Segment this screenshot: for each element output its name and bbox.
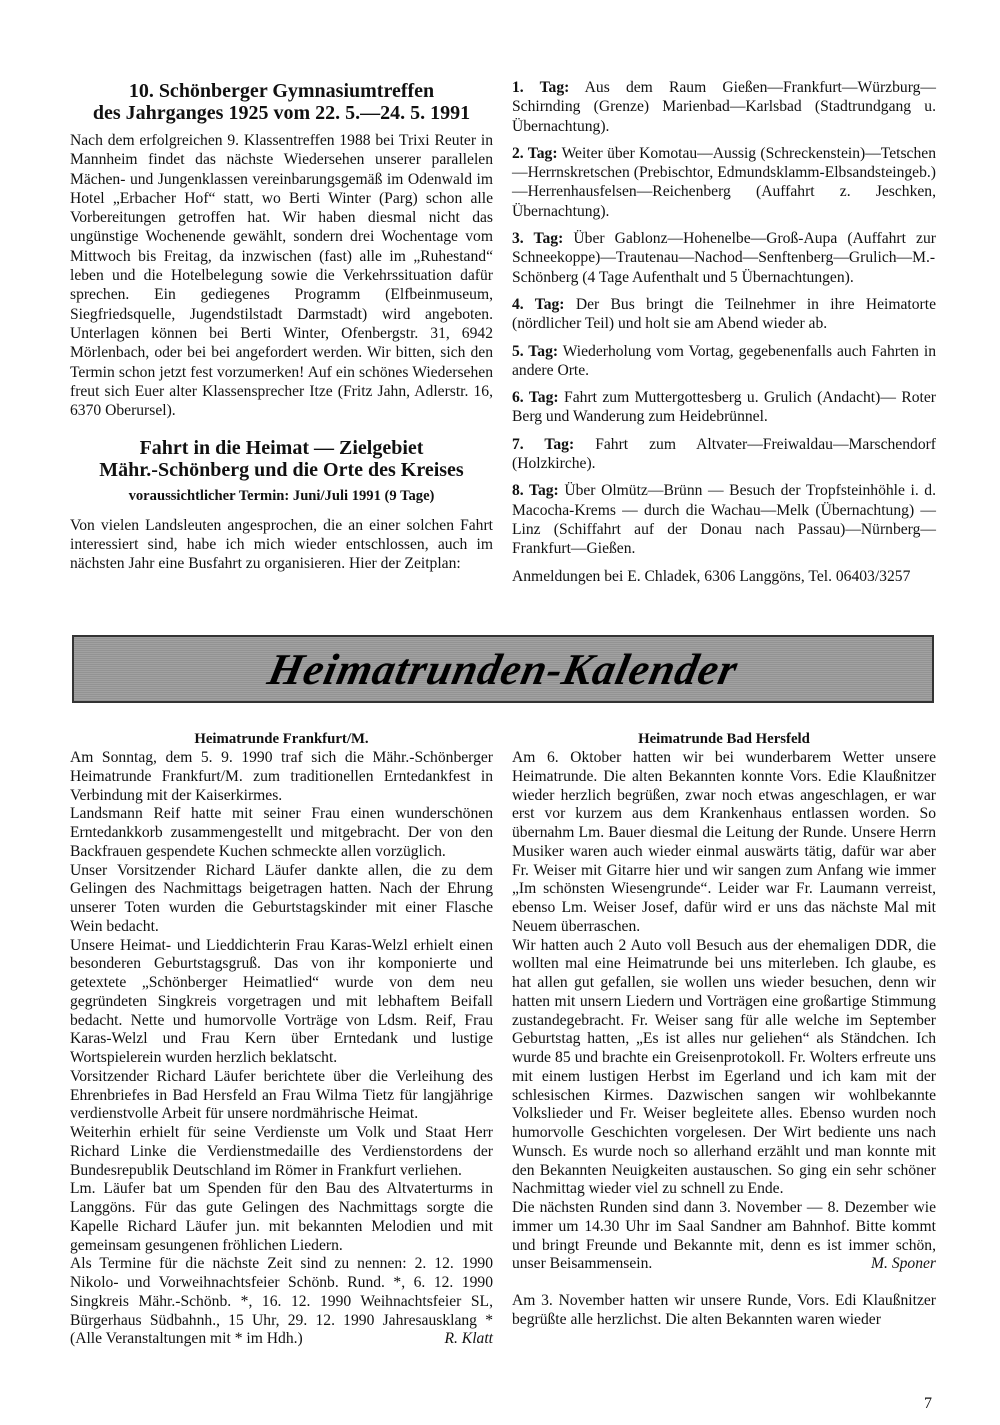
paragraph-text: Wir hatten auch 2 Auto voll Besuch aus der ehemaligen DDR, die wollten mal eine Heimatrunde bei uns miterleben. Ich glaube, es hat allen gut gefallen, sie wollen uns wieder besuchen, denn wir hatten mit unsern Liedern und Vorträgen eine großartige Stimmung zustandegebracht. Fr. Weiser sang für alle welche im September Geburtstag hatten, „Es ist alles nur geliehen“ als Ständchen. Ich wurde 85 und brachte ein Greisenprotokoll. Fr. Wolters erfreute uns mit einem lustigen Herbst im Egerland und ich kam mit der schlesischen Kirmes. Dazwischen sangen wir wohlbekannte Volkslieder und Fr. Weiser begleitete alles. Ebenso wurden noch humorvolle Geschichten vorgelesen. Der Wirt bediente uns nach Wunsch. Es wurde noch so allerhand erzählt und man konnte mit den Bekannten Neuigkeiten austauschen. So ging ein sehr schöner Nachmittag wieder viel zu schnell zu Ende. bbox=[512, 936, 936, 1198]
paragraph-text: Vorsitzender Richard Läufer berichtete über die Verleihung des Ehrenbriefes in Bad Hersfeld an Frau Wilma Tietz für langjährige verdienstvolle Arbeit für unsere nordmährische Heimat. bbox=[70, 1067, 493, 1123]
banner-title: Heimatrunden-Kalender bbox=[263, 644, 743, 694]
report-paragraph bbox=[70, 1068, 493, 1124]
day-text: Wiederholung vom Vortag, gegebenenfalls auch Fahrten in andere Orte. bbox=[512, 342, 937, 379]
author-signature: M. Sponer bbox=[871, 1255, 936, 1273]
report-heading: Heimatrunde Frankfurt/M. bbox=[194, 731, 369, 747]
page-number: 7 bbox=[924, 1395, 932, 1412]
day-text: Fahrt zum Altvater—Freiwaldau—Marschendorf (Holzkirche). bbox=[512, 435, 937, 473]
article-intro: Von vielen Landsleuten angesprochen, die an einer solchen Fahrt interessiert sind, habe ich mich wieder entschlossen, auch im nächsten Jahr eine Busfahrt zu organisieren. Hier der Zeitplan: bbox=[70, 516, 493, 573]
paragraph-text: Als Termine für die nächste Zeit sind zu nennen: 2. 12. 1990 Nikolo- und Vorweihnachtsfeier Schönb. Rund. *, 6. 12. 1990 Singkreis Mähr.-Schönb. *, 16. 12. 1990 Weihnachtsfeier SL, Bürgerhaus Südbahnh., 15 Uhr, 29. 12. 1990 Jahresausklang * (Alle Veranstaltungen mit * im Hdh.) bbox=[70, 1255, 493, 1348]
report-paragraph bbox=[70, 1255, 493, 1349]
paragraph-text: Lm. Läufer bat um Spenden für den Bau des Altvaterturms in Langgöns. Für das gute Gelingen des Nachmittags sorgte die Kapelle Richard Läufer jun. mit bekannten Melodien und mit gemeinsam gesungenen fröhlichen Liedern. bbox=[70, 1180, 493, 1254]
report-paragraph bbox=[512, 937, 936, 1200]
itinerary-day bbox=[512, 481, 936, 558]
paragraph-text: Am Sonntag, dem 5. 9. 1990 traf sich die Mähr.-Schönberger Heimatrunde Frankfurt/M. zum traditionellen Erntedankfest in Verbindung mit der Kaiserkirmes. bbox=[70, 749, 493, 804]
day-label: 2. Tag: bbox=[512, 144, 558, 162]
itinerary bbox=[512, 78, 936, 594]
author-signature: R. Klatt bbox=[444, 1330, 493, 1348]
article-title bbox=[70, 80, 493, 124]
paragraph-text: Am 6. Oktober hatten wir bei wunderbarem Wetter unsere Heimatrunde. Die alten Bekannten konnte Vors. Edie Klaußnitzer wieder herzlich begrüßen, zwar noch etwas angeschlagen, er war erst vor kurzem aus dem Krankenhaus entlassen worden. So übernahm Lm. Bauer diesmal die Leitung der Runde. Unsere Herrn Musiker waren auch wieder einmal auswärts tätig, dafür war aber Fr. Weiser mit Gitarre hier und wir sangen zum Anfang wie immer „Im schönsten Wiesengrunde“. Leider war Fr. Laumann verreist, ebenso Lm. Weiser Josef, dafür wird er uns das nächste Mal mit Neuem überraschen. bbox=[512, 749, 936, 935]
day-label: 8. Tag: bbox=[512, 482, 559, 500]
itinerary-day bbox=[512, 342, 936, 381]
report-paragraph bbox=[70, 862, 493, 937]
report-paragraph bbox=[512, 749, 936, 937]
paragraph-text: Landsmann Reif hatte mit seiner Frau einen wunderschönen Erntedankkorb zusammengestellt und mitgebracht. Der von den Backfrauen gespendete Kuchen schmeckte allen vorzüglich. bbox=[70, 805, 493, 860]
article-title bbox=[70, 437, 493, 481]
day-label: 1. Tag: bbox=[512, 79, 570, 96]
report-paragraph bbox=[70, 805, 493, 861]
report-paragraph bbox=[70, 1180, 493, 1255]
paragraph-text: Unsere Heimat- und Lieddichterin Frau Karas-Welzl erhielt einen besonderen Geburtstagsgruß. Das von ihr komponierte und getextete „Schönberger Heimatlied“ wurde von dem neu gegründeten Singkreis vorgetragen und mit lebhaftem Beifall bedacht. Nette und humorvolle Vorträge von Ldsm. Reif, Frau Karas-Welzl und Frau Kern über Erntedank und lustige Wortspielerein wurden herzlich beklatscht. bbox=[70, 936, 493, 1066]
paragraph-text: Weiterhin erhielt für seine Verdienste um Volk und Staat Herr Richard Linke die Verdienstmedaille des Verdienstordens der Bundesrepublik Deutschland im Römer in Frankfurt verliehen. bbox=[70, 1124, 493, 1179]
report-heading: Heimatrunde Bad Hersfeld bbox=[638, 731, 810, 747]
report-paragraph bbox=[70, 749, 493, 805]
title-line: Mähr.-Schönberg und die Orte des Kreises bbox=[99, 459, 464, 482]
title-line: des Jahrganges 1925 vom 22. 5.—24. 5. 1991 bbox=[92, 102, 471, 124]
itinerary-day bbox=[512, 435, 936, 474]
itinerary-day bbox=[512, 295, 936, 334]
paragraph-text: Die nächsten Runden sind dann 3. November — 8. Dezember wie immer um 14.30 Uhr im Saal Sandner am Bahnhof. Bitte kommt und bringt Freunde und Bekannte mit, denn es ist immer schön, unser Beisammensein. bbox=[512, 1199, 936, 1273]
day-label: 5. Tag: bbox=[512, 342, 559, 360]
section-banner bbox=[72, 635, 934, 703]
itinerary-day bbox=[512, 388, 936, 427]
day-label: 3. Tag: bbox=[512, 230, 564, 248]
itinerary-day bbox=[512, 229, 936, 287]
report-bad-hersfeld bbox=[512, 730, 936, 1330]
day-text: Über Gablonz—Hohenelbe—Groß-Aupa (Auffahrt zur Schneekoppe)—Trautenau—Nachod—Senftenberg—Grulich—M.-Schönberg (4 Tage Aufenthalt und 5 Übernachtungen). bbox=[512, 230, 936, 286]
day-text: Über Olmütz—Brünn — Besuch der Tropfsteinhöhle i. d. Macocha-Krems — durch die Wachau—Melk (Übernachtung) — Linz (Schiffahrt auf der Donau nach Passau)—Nürnberg—Frankfurt—Gießen. bbox=[512, 482, 936, 558]
report-paragraph bbox=[70, 1124, 493, 1180]
article-subtitle: voraussichtlicher Termin: Juni/Juli 1991 (9 Tage) bbox=[128, 488, 435, 505]
day-label: 7. Tag: bbox=[512, 435, 575, 453]
itinerary-day bbox=[512, 144, 936, 221]
article-gymnasiumtreffen bbox=[70, 80, 493, 574]
report-frankfurt bbox=[70, 730, 493, 1349]
day-text: Der Bus bringt die Teilnehmer in ihre Heimatorte (nördlicher Teil) und holt sie am Abend wieder ab. bbox=[512, 295, 936, 333]
registration-info: Anmeldungen bei E. Chladek, 6306 Langgöns, Tel. 06403/3257 bbox=[512, 567, 911, 585]
day-label: 4. Tag: bbox=[512, 295, 565, 313]
day-text: Aus dem Raum Gießen—Frankfurt—Würzburg—Schirnding (Grenze) Marienbad—Karlsbad (Stadtrundgang u. Übernachtung). bbox=[512, 79, 936, 135]
title-line: Fahrt in die Heimat — Zielgebiet bbox=[139, 437, 424, 460]
report-paragraph bbox=[512, 1199, 936, 1274]
day-label: 6. Tag: bbox=[512, 389, 559, 407]
day-text: Fahrt zum Muttergottesberg u. Grulich (Andacht)— Roter Berg und Wanderung zum Heidebrünnel. bbox=[512, 389, 936, 426]
report-paragraph bbox=[70, 937, 493, 1068]
article-body: Nach dem erfolgreichen 9. Klassentreffen 1988 bei Trixi Reuter in Mannheim findet das nächste Wiedersehen unserer parallelen Mächen- und Jungenklassen vereinbarungsgemäß im Odenwald im Hotel „Erbacher Hof“ statt, wo Berti Winter (Parg) schon alle Vorbereitungen getroffen hat. Wir haben diesmal nicht das ungünstige Wochenende gewählt, sondern drei Wochentage vom Mittwoch bis Freitag, da inzwischen (fast) alle im „Ruhestand“ leben und die Hotelbelegung sowie die Verkehrssituation dafür sprechen. Ein gediegenes Programm (Elfbeinmuseum, Siegfriedsquelle, Jugendstilstadt Darmstadt) wird angeboten. Unterlagen können bei Berti Winter, Ofenbergstr. 31, 6942 Mörlenbach, oder bei bei angefordert werden. Wir bitten, sich den Termin schon jetzt fest vorzumerken! Auf ein schönes Wiedersehen freut sich Euer alter Klassensprecher Itze (Fritz Jahn, Adlerstr. 16, 6370 Oberursel). bbox=[70, 132, 493, 420]
day-text: Weiter über Komotau—Aussig (Schreckenstein)—Tetschen—Herrnskretschen (Prebischtor, Edmundsklamm-Elbsandsteingeb.)—Herrenhausfelsen—Reichenberg (Auffahrt z. Jeschken, Übernachtung). bbox=[512, 144, 936, 220]
report-followup: Am 3. November hatten wir unsere Runde, Vors. Edi Klaußnitzer begrüßte alle herzlichst. Die alten Bekannten waren wieder bbox=[512, 1292, 936, 1328]
paragraph-text: Unser Vorsitzender Richard Läufer dankte allen, die zu dem Gelingen des Nachmittags beigetragen hatten. Nach der Ehrung unserer Toten wurden die Geburtstagskinder mit einer Flasche Wein bedacht. bbox=[70, 861, 493, 935]
itinerary-day bbox=[512, 78, 936, 136]
title-line: 10. Schönberger Gymnasiumtreffen bbox=[128, 80, 435, 102]
